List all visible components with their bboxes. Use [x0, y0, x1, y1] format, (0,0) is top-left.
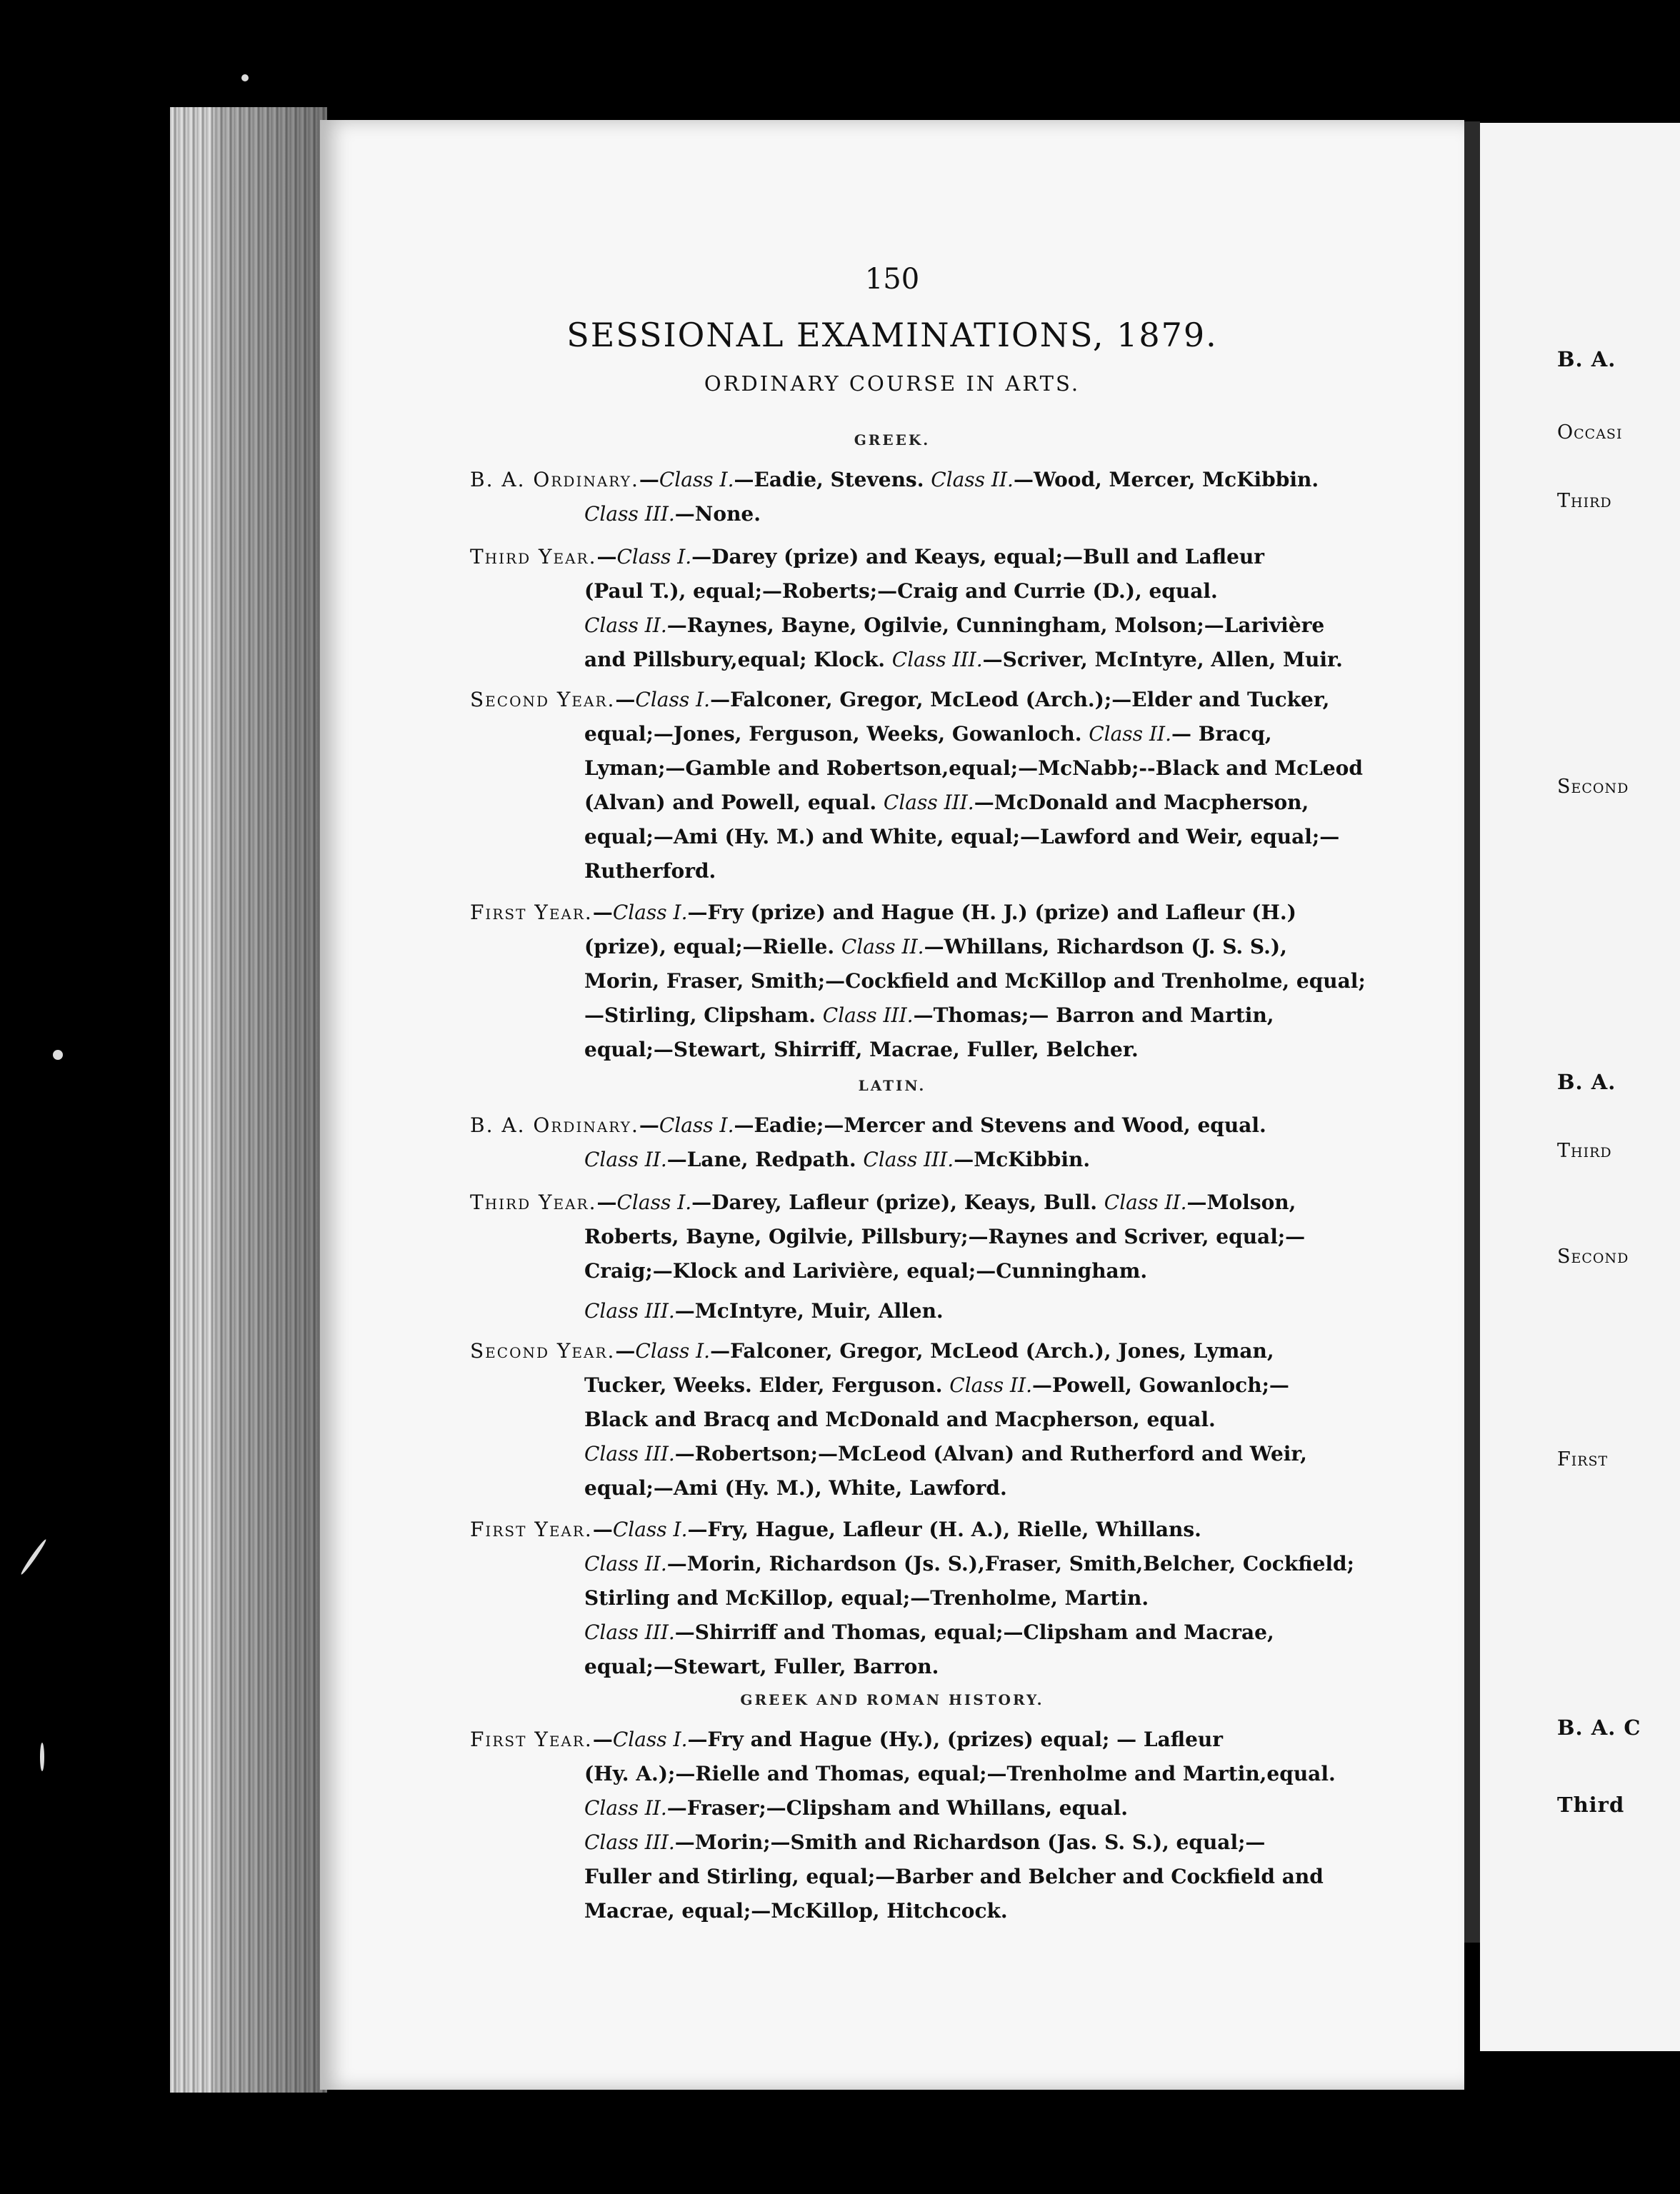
latin-ba-entry: B. A. Ordinary.—Class I.—Eadie;—Mercer and Stevens and Wood, equal. Class II.—Lane, Redpath. Class III.—McKibbin. — [470, 1113, 1266, 1171]
latin-second-entry: Second Year.—Class I.—Falconer, Gregor, McLeod (Arch.), Jones, Lyman, Tucker, Weeks. Elder, Ferguson. Class II.—Powell, Gowanloch;— Black and Bracq and McDonald and Macpherson, equal. Class III.—Robertson;—McLeod (Alvan) and Rutherford and Weir, equal;—Ami (Hy. M.), White, Lawford. — [470, 1334, 1377, 1506]
class-label: Class III. — [863, 1148, 954, 1171]
entry-text: equal;—Stewart, Fuller, Barron. — [584, 1655, 939, 1678]
class-label: Class I. — [659, 1113, 734, 1137]
entry-text: —Fraser;—Clipsham and Whillans, equal. — [666, 1796, 1129, 1820]
entry-label: B. A. Ordinary. — [470, 1113, 639, 1137]
entry-text: (Alvan) and Powell, equal. — [584, 791, 884, 814]
entry-text: Stirling and McKillop, equal;—Trenholme, Martin. — [584, 1586, 1149, 1610]
facing-page-line: B. A. — [1557, 1070, 1616, 1094]
class-label: Class I. — [616, 1191, 692, 1214]
entry-text: Roberts, Bayne, Ogilvie, Pillsbury;—Raynes and Scriver, equal;— — [584, 1225, 1306, 1248]
entry-text: —Lane, Redpath. — [666, 1148, 864, 1171]
entry-text: Lyman;—Gamble and Robertson,equal;—McNabb;--Black and McLeod — [584, 756, 1363, 780]
facing-page-line: First — [1557, 1448, 1609, 1471]
scan-speck — [40, 1743, 44, 1771]
scan-speck — [241, 74, 249, 81]
entry-text: Morin, Fraser, Smith;—Cockfield and McKillop and Trenholme, equal; — [584, 969, 1366, 993]
facing-page-line: Occasi — [1557, 421, 1623, 444]
entry-text: —Thomas;— Barron and Martin, — [913, 1003, 1274, 1027]
entry-text: —Molson, — [1186, 1191, 1296, 1214]
facing-page-line: B. A. — [1557, 347, 1616, 371]
class-label: Class II. — [584, 613, 667, 637]
entry-text: equal;—Stewart, Shirriff, Macrae, Fuller, Belcher. — [584, 1038, 1139, 1061]
class-label: Class I. — [659, 468, 734, 491]
entry-text: —McDonald and Macpherson, — [974, 791, 1309, 814]
entry-label: Third Year. — [470, 1191, 597, 1214]
facing-page-line: Third — [1557, 1140, 1612, 1162]
greek-first-entry: First Year.—Class I.—Fry (prize) and Hague (H. J.) (prize) and Lafleur (H.) (prize), equal;—Rielle. Class II.—Whillans, Richardson (J. S. S.), Morin, Fraser, Smith;—Cockfield and McKillop and Trenholme, equal; —Stirling, Clipsham. Class III.—Thomas;— Barron and Martin, equal;—Stewart, Shirriff, Macrae, Fuller, Belcher. — [470, 896, 1377, 1067]
section-heading-latin: LATIN. — [858, 1077, 926, 1094]
class-label: Class III. — [584, 502, 675, 526]
class-label: Class I. — [635, 688, 711, 711]
page-subtitle: ORDINARY COURSE IN ARTS. — [704, 371, 1081, 396]
entry-text: —Stirling, Clipsham. — [584, 1003, 823, 1027]
class-label: Class I. — [635, 1339, 711, 1363]
entry-text: —Powell, Gowanloch;— — [1032, 1373, 1289, 1397]
entry-text: —Eadie, Stevens. — [734, 468, 931, 491]
page-edges-shadow — [214, 107, 329, 2093]
entry-text: —Robertson;—McLeod (Alvan) and Rutherford and Weir, — [674, 1442, 1307, 1466]
entry-text: equal;—Ami (Hy. M.), White, Lawford. — [584, 1476, 1007, 1500]
class-label: Class I. — [612, 1728, 688, 1751]
entry-text: —Fry (prize) and Hague (H. J.) (prize) and Lafleur (H.) — [687, 901, 1296, 924]
class-label: Class II. — [841, 935, 924, 958]
book-gutter — [1464, 121, 1480, 1943]
class-label: Class I. — [616, 545, 692, 568]
entry-text: —Eadie;—Mercer and Stevens and Wood, equal. — [734, 1113, 1266, 1137]
entry-text: —Scriver, McIntyre, Allen, Muir. — [982, 648, 1343, 671]
entry-text: Black and Bracq and McDonald and Macpherson, equal. — [584, 1408, 1216, 1431]
scan-speck — [53, 1050, 63, 1060]
class-label: Class II. — [1089, 722, 1171, 746]
entry-text: (prize), equal;—Rielle. — [584, 935, 841, 958]
class-label: Class I. — [612, 901, 688, 924]
class-label: Class III. — [584, 1621, 675, 1644]
entry-text: Macrae, equal;—McKillop, Hitchcock. — [584, 1899, 1008, 1923]
greek-ba-entry — [470, 463, 1377, 531]
entry-label: Second Year. — [470, 1339, 616, 1363]
entry-text: —Darey (prize) and Keays, equal;—Bull and Lafleur — [691, 545, 1264, 568]
class-label: Class II. — [949, 1373, 1033, 1397]
section-heading-history: GREEK AND ROMAN HISTORY. — [740, 1691, 1044, 1708]
entry-text: —Fry, Hague, Lafleur (H. A.), Rielle, Whillans. — [687, 1518, 1201, 1541]
entry-text: —Falconer, Gregor, McLeod (Arch.);—Elder and Tucker, — [710, 688, 1330, 711]
entry-text: Fuller and Stirling, equal;—Barber and Belcher and Cockfield and — [584, 1865, 1324, 1888]
book-page — [320, 120, 1464, 2090]
entry-label: Third Year. — [470, 545, 597, 568]
entry-label: First Year. — [470, 901, 593, 924]
greek-second-entry: Second Year.—Class I.—Falconer, Gregor, McLeod (Arch.);—Elder and Tucker, equal;—Jones, Ferguson, Weeks, Gowanloch. Class II.— Bracq, Lyman;—Gamble and Robertson,equal;—McNabb;--Black and McLeod (Alvan) and Powell, equal. Class III.—McDonald and Macpherson, equal;—Ami (Hy. M.) and White, equal;—Lawford and Weir, equal;— Rutherford. — [470, 683, 1377, 888]
class-label: Class III. — [584, 1830, 675, 1854]
entry-text: —Whillans, Richardson (J. S. S.), — [924, 935, 1287, 958]
class-label: Class III. — [883, 791, 974, 814]
class-label: Class I. — [612, 1518, 688, 1541]
facing-page-line: Second — [1557, 776, 1629, 798]
facing-page-line: Third — [1557, 1793, 1625, 1817]
class-label: Class III. — [584, 1442, 675, 1466]
entry-label: Second Year. — [470, 688, 616, 711]
class-label: Class II. — [584, 1552, 667, 1576]
entry-text: —Shirriff and Thomas, equal;—Clipsham and Macrae, — [674, 1621, 1274, 1644]
entry-text: —Fry and Hague (Hy.), (prizes) equal; — Lafleur — [687, 1728, 1223, 1751]
entry-text: Tucker, Weeks. Elder, Ferguson. — [584, 1373, 950, 1397]
entry-text: —McIntyre, Muir, Allen. — [674, 1299, 944, 1323]
entry-text: Craig;—Klock and Larivière, equal;—Cunningham. — [584, 1259, 1148, 1283]
entry-text: —McKibbin. — [954, 1148, 1091, 1171]
class-label: Class II. — [1104, 1191, 1187, 1214]
greek-third-entry: Third Year.—Class I.—Darey (prize) and Keays, equal;—Bull and Lafleur (Paul T.), equal;—Roberts;—Craig and Currie (D.), equal. Class II.—Raynes, Bayne, Ogilvie, Cunningham, Molson;—Larivière and Pillsbury,equal; Klock. Class III.—Scriver, McIntyre, Allen, Muir. — [470, 540, 1377, 677]
entry-text: —Darey, Lafleur (prize), Keays, Bull. — [691, 1191, 1104, 1214]
scan-speck — [19, 1538, 47, 1576]
class-label: Class II. — [584, 1148, 667, 1171]
page-title: SESSIONAL EXAMINATIONS, 1879. — [566, 316, 1218, 354]
page-number: 150 — [864, 263, 920, 296]
entry-text: — — [639, 468, 659, 491]
entry-text: — Bracq, — [1171, 722, 1272, 746]
entry-text: (Hy. A.);—Rielle and Thomas, equal;—Trenholme and Martin,equal. — [584, 1762, 1336, 1785]
entry-text: —Falconer, Gregor, McLeod (Arch.), Jones, Lyman, — [710, 1339, 1274, 1363]
class-label: Class III. — [584, 1299, 675, 1323]
history-first-entry: First Year.—Class I.—Fry and Hague (Hy.), (prizes) equal; — Lafleur (Hy. A.);—Rielle and Thomas, equal;—Trenholme and Martin,equal. Class II.—Fraser;—Clipsham and Whillans, equal. Class III.—Morin;—Smith and Richardson (Jas. S. S.), equal;— Fuller and Stirling, equal;—Barber and Belcher and Cockfield and Macrae, equal;—McKillop, Hitchcock. — [470, 1723, 1377, 1928]
entry-label: First Year. — [470, 1518, 593, 1541]
latin-first-entry: First Year.—Class I.—Fry, Hague, Lafleur (H. A.), Rielle, Whillans. Class II.—Morin, Richardson (Js. S.),Fraser, Smith,Belcher, Cockfield; Stirling and McKillop, equal;—Trenholme, Martin. Class III.—Shirriff and Thomas, equal;—Clipsham and Macrae, equal;—Stewart, Fuller, Barron. — [470, 1513, 1377, 1684]
entry-label: First Year. — [470, 1728, 593, 1751]
entry-text: equal;—Jones, Ferguson, Weeks, Gowanloch. — [584, 722, 1089, 746]
entry-text: —None. — [674, 502, 761, 526]
entry-text: —Morin, Richardson (Js. S.),Fraser, Smith,Belcher, Cockfield; — [666, 1552, 1354, 1576]
facing-page-line: Third — [1557, 490, 1612, 512]
entry-text: —Wood, Mercer, McKibbin. — [1013, 468, 1319, 491]
entry-text: (Paul T.), equal;—Roberts;—Craig and Currie (D.), equal. — [584, 579, 1218, 603]
class-label: Class III. — [822, 1003, 914, 1027]
entry-label: B. A. Ordinary. — [470, 468, 639, 491]
facing-page-line: B. A. C — [1557, 1715, 1641, 1740]
entry-text: —Raynes, Bayne, Ogilvie, Cunningham, Molson;—Larivière — [666, 613, 1325, 637]
class-label: Class III. — [891, 648, 983, 671]
facing-page-line: Second — [1557, 1246, 1629, 1268]
entry-text: equal;—Ami (Hy. M.) and White, equal;—Lawford and Weir, equal;— — [584, 825, 1340, 848]
class-label: Class II. — [584, 1796, 667, 1820]
section-heading-greek: GREEK. — [854, 431, 931, 449]
class-label: Class II. — [931, 468, 1014, 491]
entry-text: —Morin;—Smith and Richardson (Jas. S. S.), equal;— — [674, 1830, 1266, 1854]
entry-text: Rutherford. — [584, 859, 716, 883]
latin-third-entry: Third Year.—Class I.—Darey, Lafleur (prize), Keays, Bull. Class II.—Molson, Roberts, Bayne, Ogilvie, Pillsbury;—Raynes and Scriver, equal;— Craig;—Klock and Larivière, equal;—Cunningham. Class III.—McIntyre, Muir, Allen. — [470, 1186, 1377, 1328]
entry-text: and Pillsbury,equal; Klock. — [584, 648, 892, 671]
